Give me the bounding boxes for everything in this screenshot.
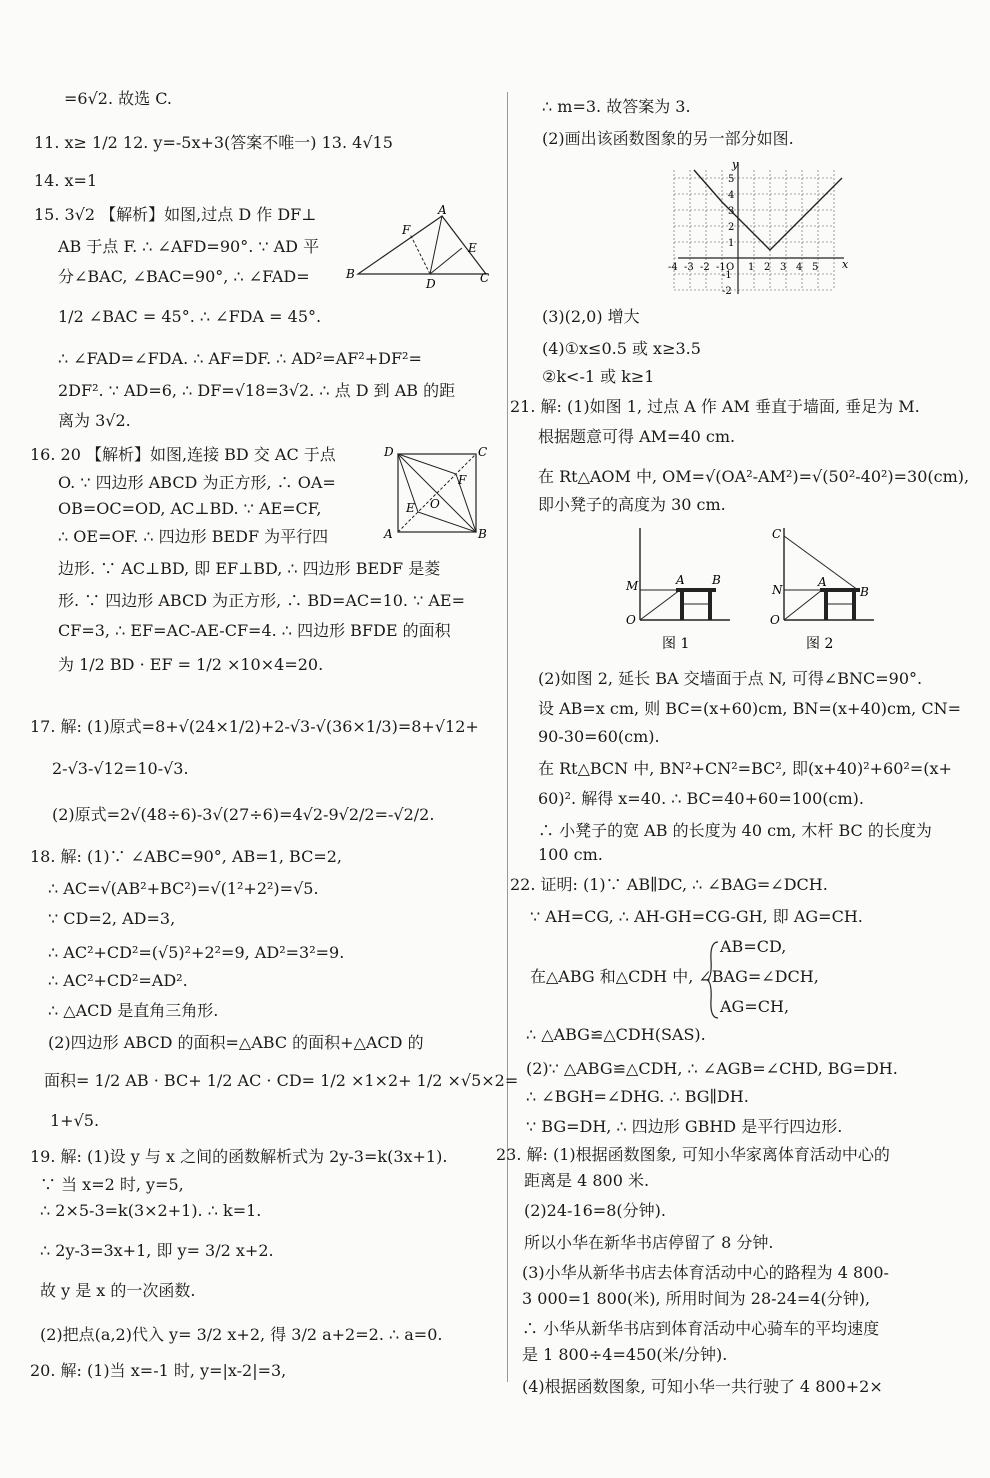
line: =6√2. 故选 C. [64,89,172,108]
bench-top [676,588,716,592]
segment-oa [784,590,822,620]
y-tick-label: 5 [728,174,735,185]
line: ∴ OE=OF. ∴ 四边形 BEDF 为平行四 [58,527,329,546]
bench-leg-right [852,592,856,620]
bench-leg-left [824,592,828,620]
label-a: A [384,527,393,541]
line: 离为 3√2. [58,411,131,430]
line: (4)①x≤0.5 或 x≥3.5 [542,339,701,358]
line: 18. 解: (1)∵ ∠ABC=90°, AB=1, BC=2, [30,847,342,866]
line: 在 Rt△AOM 中, OM=√(OA²-AM²)=√(50²-40²)=30(cm), [538,467,970,486]
line: ∴ ∠FAD=∠FDA. ∴ AF=DF. ∴ AD²=AF²+DF²= [58,349,422,368]
line: ∴ ∠BGH=∠DHG. ∴ BG∥DH. [526,1087,749,1106]
line: 15. 3√2 【解析】如图,过点 D 作 DF⊥ [34,205,317,224]
line: 21. 解: (1)如图 1, 过点 A 作 AM 垂直于墙面, 垂足为 M. [510,397,920,416]
line: ∴ AC=√(AB²+BC²)=√(1²+2²)=√5. [48,879,319,898]
line: 1+√5. [50,1111,100,1130]
line: CF=3, ∴ EF=AC-AE-CF=4. ∴ 四边形 BFDE 的面积 [58,621,451,640]
line: (2)把点(a,2)代入 y= 3/2 x+2, 得 3/2 a+2=2. ∴ a=0. [40,1325,443,1344]
label-b: B [478,527,487,541]
triangle-abc [358,216,486,274]
label-b: B [346,267,355,281]
line: 分∠BAC, ∠BAC=90°, ∴ ∠FAD= [58,267,310,286]
line: ∵ CD=2, AD=3, [48,909,176,928]
line: 16. 20 【解析】如图,连接 BD 交 AC 于点 [30,445,336,464]
line: 100 cm. [538,845,603,864]
y-tick-labels [722,174,734,297]
x-tick-label: 2 [764,262,771,273]
line: ∴ 小华从新华书店到体育活动中心骑车的平均速度 [522,1319,880,1338]
y-tick-label: -1 [722,270,732,281]
bench-leg-left [680,592,684,620]
line: ∵ AH=CG, ∴ AH-GH=CG-GH, 即 AG=CH. [530,907,863,926]
y-tick-label: 3 [728,206,735,217]
x-tick-labels [668,262,818,273]
line: ∴ AC²+CD²=AD². [48,971,188,990]
line: ∴ 2y-3=3x+1, 即 y= 3/2 x+2. [40,1241,274,1260]
line: 根据题意可得 AM=40 cm. [538,427,736,446]
line: (2)四边形 ABCD 的面积=△ABC 的面积+△ACD 的 [48,1033,424,1052]
label-d: D [426,277,436,291]
line: (2)∵ △ABG≌△CDH, ∴ ∠AGB=∠CHD, BG=DH. [526,1059,898,1078]
label-b: B [860,585,869,599]
x-tick-label: O [726,262,735,273]
y-axis-label: y [732,158,739,171]
label-o: O [430,497,440,511]
label-a: A [676,573,685,587]
line: 23. 解: (1)根据函数图象, 可知小华家离体育活动中心的 [496,1145,890,1164]
line: 故 y 是 x 的一次函数. [40,1281,196,1300]
line: 形. ∵ 四边形 ABCD 为正方形, ∴ BD=AC=10. ∵ AE= [58,591,466,610]
line: 2DF². ∵ AD=6, ∴ DF=√18=3√2. ∴ 点 D 到 AB 的距 [58,381,456,400]
segment-oa [640,590,680,620]
line: 11. x≥ 1/2 12. y=-5x+3(答案不唯一) 13. 4√15 [34,133,393,152]
line: ∵ BG=DH, ∴ 四边形 GBHD 是平行四边形. [526,1117,843,1136]
line: 所以小华在新华书店停留了 8 分钟. [524,1233,774,1252]
label-b: B [712,573,721,587]
line: 22. 证明: (1)∵ AB∥DC, ∴ ∠BAG=∠DCH. [510,875,828,894]
bench-figure-1 [618,524,738,660]
x-axis-label: x [842,258,849,271]
line: (2)画出该函数图象的另一部分如图. [542,129,794,148]
square-figure-16 [380,444,492,544]
line: AG=CH, [720,997,790,1016]
label-f: F [402,223,411,237]
segment-df [410,234,430,274]
line: 距离是 4 800 米. [524,1171,650,1190]
line: (2)原式=2√(48÷6)-3√(27÷6)=4√2-9√2/2=-√2/2. [52,805,435,824]
line: 即小凳子的高度为 30 cm. [538,495,726,514]
line: 3 000=1 800(米), 所用时间为 28-24=4(分钟), [522,1289,871,1308]
y-tick-label: 1 [728,238,735,249]
label-c: C [478,445,488,459]
figure-caption-1: 图 1 [662,636,690,652]
line: ∵ 当 x=2 时, y=5, [40,1175,184,1194]
line: AB=CD, [720,937,787,956]
line: 14. x=1 [34,171,98,190]
line: (2)24-16=8(分钟). [524,1201,666,1220]
line: 60)². 解得 x=40. ∴ BC=40+60=100(cm). [538,789,864,808]
label-n: N [772,583,783,597]
line: 2-√3-√12=10-√3. [52,759,189,778]
x-tick-label: -4 [668,262,678,273]
x-tick-label: 3 [780,262,787,273]
x-tick-label: -1 [716,262,726,273]
bench-figure-2 [764,524,884,660]
label-o: O [626,613,636,627]
line: ②k<-1 或 k≥1 [542,367,655,386]
y-tick-label: -2 [722,286,732,297]
x-tick-label: 5 [812,262,819,273]
label-o: O [770,613,780,627]
line: 90-30=60(cm). [538,727,660,746]
line: ∴ AC²+CD²=(√5)²+2²=9, AD²=3²=9. [48,943,345,962]
label-e: E [406,501,415,515]
line: ∴ 小凳子的宽 AB 的长度为 40 cm, 木杆 BC 的长度为 [538,821,932,840]
column-divider [507,92,508,1382]
line: 20. 解: (1)当 x=-1 时, y=|x-2|=3, [30,1361,287,1380]
line: (3)(2,0) 增大 [542,307,640,326]
triangle-figure-15 [344,204,494,292]
label-e: E [468,241,477,255]
binding-strip [0,70,26,1170]
line: OB=OC=OD, AC⊥BD. ∵ AE=CF, [58,499,322,518]
line: O. ∵ 四边形 ABCD 为正方形, ∴ OA= [58,473,336,492]
figure-caption-2: 图 2 [806,636,834,652]
line: (4)根据函数图象, 可知小华一共行驶了 4 800+2× [522,1377,883,1396]
line: 17. 解: (1)原式=8+√(24×1/2)+2-√3-√(36×1/3)=8+√12+ [30,717,479,736]
line: 19. 解: (1)设 y 与 x 之间的函数解析式为 2y-3=k(3x+1). [30,1147,448,1166]
line: 为 1/2 BD · EF = 1/2 ×10×4=20. [58,655,324,674]
line: ∴ △ABG≌△CDH(SAS). [526,1025,706,1044]
line: ∴ 2×5-3=k(3×2+1). ∴ k=1. [40,1201,262,1220]
label-a: A [438,203,447,217]
line: 1/2 ∠BAC = 45°. ∴ ∠FDA = 45°. [58,307,322,326]
line: (2)如图 2, 延长 BA 交墙面于点 N, 可得∠BNC=90°. [538,669,923,688]
label-c: C [772,527,782,541]
label-d: D [384,445,394,459]
label-a: A [818,575,827,589]
y-tick-label: 4 [728,190,735,201]
x-tick-label: 1 [748,262,755,273]
line: 设 AB=x cm, 则 BC=(x+60)cm, BN=(x+40)cm, CN= [538,699,961,718]
x-tick-label: 4 [796,262,803,273]
x-tick-label: -2 [700,262,710,273]
brace-icon [706,940,720,1020]
function-graph [668,158,852,300]
y-tick-label: 2 [728,222,735,233]
line: AB 于点 F. ∴ ∠AFD=90°. ∵ AD 平 [58,237,320,256]
label-m: M [626,579,639,593]
x-tick-label: -3 [684,262,694,273]
line: 边形. ∵ AC⊥BD, 即 EF⊥BD, ∴ 四边形 BEDF 是菱 [58,559,441,578]
line: ∴ △ACD 是直角三角形. [48,1001,219,1020]
line: (3)小华从新华书店去体育活动中心的路程为 4 800- [522,1263,889,1282]
label-f: F [458,473,467,487]
bench-leg-right [708,592,712,620]
label-c: C [480,271,490,285]
line: 是 1 800÷4=450(米/分钟). [522,1345,728,1364]
line: 在 Rt△BCN 中, BN²+CN²=BC², 即(x+40)²+60²=(x+ [538,759,952,778]
line: 在△ABG 和△CDH 中, ∠BAG=∠DCH, [530,967,819,986]
line: ∴ m=3. 故答案为 3. [542,97,691,116]
line: 面积= 1/2 AB · BC+ 1/2 AC · CD= 1/2 ×1×2+ 1/2 ×√5×2= [44,1071,519,1090]
